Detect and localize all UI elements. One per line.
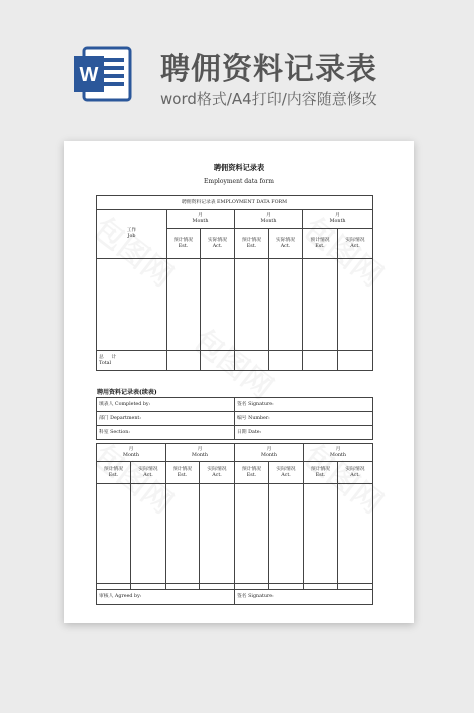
document-page bbox=[64, 141, 414, 623]
table-cell[interactable] bbox=[235, 484, 269, 584]
document-title: 聘佣资料记录表 bbox=[213, 163, 265, 172]
signature-field[interactable]: 签名 Signature: bbox=[235, 590, 373, 605]
act-header: 实际情况 Act. bbox=[201, 229, 235, 259]
est-header: 预计情况 Est. bbox=[304, 462, 338, 484]
table-cell[interactable] bbox=[303, 259, 338, 351]
month-header: 月 Month bbox=[166, 444, 235, 462]
number-field[interactable]: 编号 Number: bbox=[235, 412, 373, 426]
month-header: 月 Month bbox=[235, 210, 303, 229]
month-header: 月 Month bbox=[97, 444, 166, 462]
word-icon bbox=[70, 42, 134, 106]
est-header: 预计情况 Est. bbox=[97, 462, 131, 484]
table-cell[interactable] bbox=[97, 484, 131, 584]
table-cell[interactable] bbox=[338, 259, 373, 351]
act-header: 实际情况 Act. bbox=[200, 462, 235, 484]
table-cell[interactable] bbox=[131, 484, 166, 584]
table-cell[interactable] bbox=[269, 484, 304, 584]
table-row bbox=[97, 484, 373, 584]
header-title: 聘佣资料记录表 bbox=[160, 52, 377, 87]
table-cell[interactable] bbox=[201, 351, 235, 371]
table-row bbox=[97, 259, 373, 351]
document-subtitle: Employment data form bbox=[204, 178, 274, 185]
table-cell[interactable] bbox=[97, 259, 167, 351]
table-cell[interactable] bbox=[167, 259, 201, 351]
est-header: 预计情况 Est. bbox=[303, 229, 338, 259]
act-header: 实际情况 Act. bbox=[269, 462, 304, 484]
table-cell[interactable] bbox=[201, 259, 235, 351]
date-field[interactable]: 日期 Date: bbox=[235, 426, 373, 440]
table-cell[interactable] bbox=[200, 484, 235, 584]
table-cell[interactable] bbox=[338, 484, 373, 584]
table-cell[interactable] bbox=[235, 259, 269, 351]
info-table bbox=[96, 397, 373, 440]
employment-data-table bbox=[96, 195, 373, 371]
agreed-by-field[interactable]: 审核人 Agreed by: bbox=[97, 590, 235, 605]
table-caption: 聘佣资料记录表 EMPLOYMENT DATA FORM bbox=[97, 196, 373, 210]
section2-title: 聘用资料记录表(续表) bbox=[97, 389, 157, 396]
table-cell[interactable] bbox=[235, 351, 269, 371]
table-cell[interactable] bbox=[338, 351, 373, 371]
table-cell[interactable] bbox=[303, 351, 338, 371]
job-header: 工作 Job bbox=[97, 210, 167, 259]
table-cell[interactable] bbox=[304, 484, 338, 584]
total-row bbox=[97, 351, 373, 371]
header-subtitle: word格式/A4打印/内容随意修改 bbox=[160, 90, 377, 108]
month-header: 月 Month bbox=[303, 210, 373, 229]
est-header: 预计情况 Est. bbox=[235, 462, 269, 484]
table-cell[interactable] bbox=[166, 484, 200, 584]
table-cell[interactable] bbox=[269, 259, 303, 351]
act-header: 实际情况 Act. bbox=[131, 462, 166, 484]
act-header: 实际情况 Act. bbox=[338, 229, 373, 259]
signature-field[interactable]: 签名 Signature: bbox=[235, 398, 373, 412]
month-header: 月 Month bbox=[304, 444, 373, 462]
act-header: 实际情况 Act. bbox=[338, 462, 373, 484]
svg-text:W: W bbox=[79, 64, 99, 86]
est-header: 预计情况 Est. bbox=[166, 462, 200, 484]
month-header: 月 Month bbox=[167, 210, 235, 229]
month-header: 月 Month bbox=[235, 444, 304, 462]
completed-by-field[interactable]: 填表人 Completed by: bbox=[97, 398, 235, 412]
est-header: 预计情况 Est. bbox=[167, 229, 201, 259]
table-cell[interactable] bbox=[269, 351, 303, 371]
total-label: 总 计 Total bbox=[97, 351, 167, 371]
continuation-table bbox=[96, 443, 373, 605]
department-field[interactable]: 部门 Department: bbox=[97, 412, 235, 426]
section-field[interactable]: 科室 Section: bbox=[97, 426, 235, 440]
table-cell[interactable] bbox=[167, 351, 201, 371]
est-header: 预计情况 Est. bbox=[235, 229, 269, 259]
act-header: 实际情况 Act. bbox=[269, 229, 303, 259]
